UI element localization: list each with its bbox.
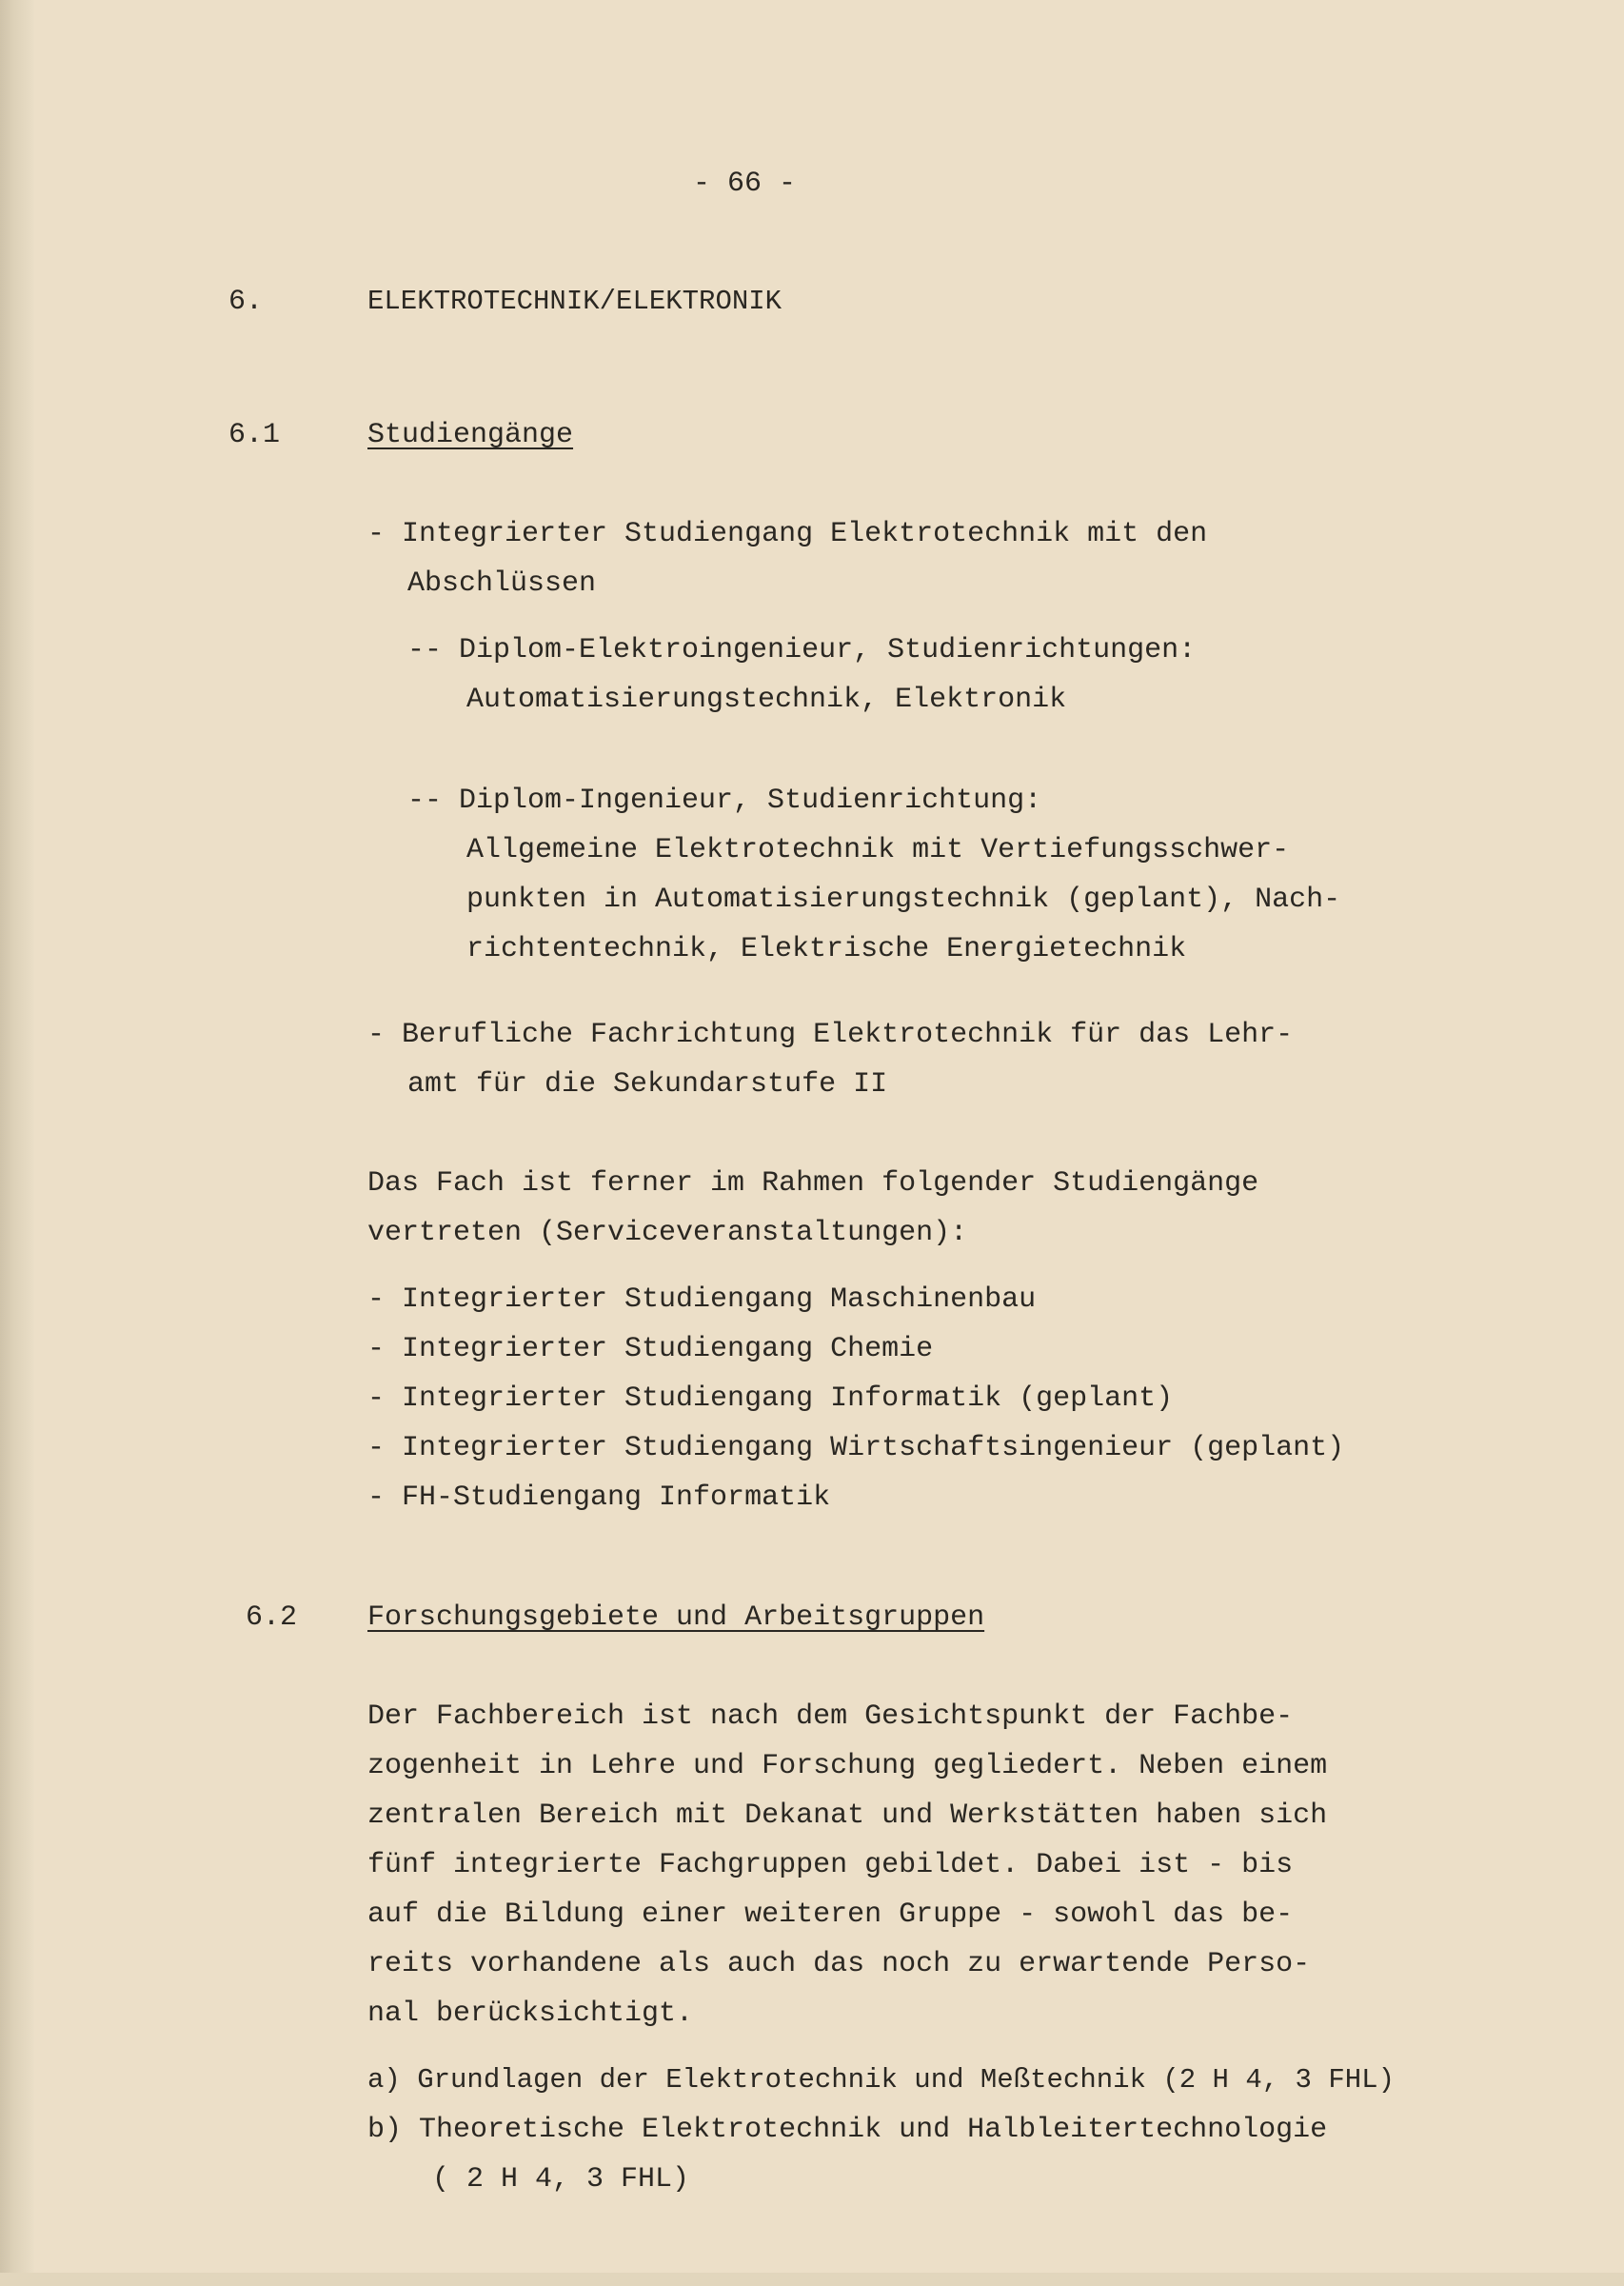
- list-item: - Integrierter Studiengang Informatik (geplant): [367, 1382, 1174, 1415]
- list-item: ( 2 H 4, 3 FHL): [432, 2163, 690, 2196]
- subsection-1-title: Studiengänge: [367, 419, 574, 451]
- text-line: -- Diplom-Ingenieur, Studienrichtung:: [407, 785, 1042, 817]
- subsection-1-number: 6.1: [228, 419, 281, 451]
- subsection-2-title: Forschungsgebiete und Arbeitsgruppen: [367, 1601, 985, 1634]
- list-item: a) Grundlagen der Elektrotechnik und Meßtechnik (2 H 4, 3 FHL): [367, 2064, 1395, 2096]
- text-line: -- Diplom-Elektroingenieur, Studienrichtungen:: [407, 634, 1197, 666]
- text-line: auf die Bildung einer weiteren Gruppe - sowohl das be-: [367, 1898, 1294, 1931]
- page-bottom-edge: [0, 2273, 1624, 2286]
- text-line: punkten in Automatisierungstechnik (geplant), Nach-: [466, 884, 1341, 916]
- subsection-2-number: 6.2: [246, 1601, 298, 1634]
- list-item: - Integrierter Studiengang Chemie: [367, 1333, 934, 1365]
- text-line: nal berücksichtigt.: [367, 1998, 694, 2030]
- text-line: zogenheit in Lehre und Forschung gegliedert. Neben einem: [367, 1750, 1328, 1782]
- page-number: - 66 -: [693, 168, 797, 200]
- text-line: Automatisierungstechnik, Elektronik: [466, 684, 1067, 716]
- list-item: - Integrierter Studiengang Maschinenbau: [367, 1283, 1037, 1316]
- text-line: - Integrierter Studiengang Elektrotechnik mit den: [367, 518, 1208, 550]
- binding-shadow: [0, 0, 34, 2286]
- text-line: zentralen Bereich mit Dekanat und Werkstätten haben sich: [367, 1799, 1328, 1832]
- text-line: Das Fach ist ferner im Rahmen folgender Studiengänge: [367, 1167, 1259, 1200]
- text-line: fünf integrierte Fachgruppen gebildet. Dabei ist - bis: [367, 1849, 1294, 1881]
- text-line: - Berufliche Fachrichtung Elektrotechnik für das Lehr-: [367, 1019, 1294, 1051]
- text-line: reits vorhandene als auch das noch zu erwartende Perso-: [367, 1948, 1311, 1980]
- list-item: - Integrierter Studiengang Wirtschaftsingenieur (geplant): [367, 1432, 1345, 1464]
- text-line: Abschlüssen: [407, 567, 597, 600]
- text-line: vertreten (Serviceveranstaltungen):: [367, 1217, 968, 1249]
- list-item: b) Theoretische Elektrotechnik und Halbleitertechnologie: [367, 2114, 1328, 2146]
- text-line: richtentechnik, Elektrische Energietechnik: [466, 933, 1187, 965]
- section-number: 6.: [228, 286, 264, 318]
- list-item: - FH-Studiengang Informatik: [367, 1481, 831, 1514]
- section-title: ELEKTROTECHNIK/ELEKTRONIK: [367, 286, 782, 317]
- text-line: Der Fachbereich ist nach dem Gesichtspunkt der Fachbe-: [367, 1700, 1294, 1733]
- text-line: Allgemeine Elektrotechnik mit Vertiefungsschwer-: [466, 834, 1290, 866]
- text-line: amt für die Sekundarstufe II: [407, 1068, 888, 1101]
